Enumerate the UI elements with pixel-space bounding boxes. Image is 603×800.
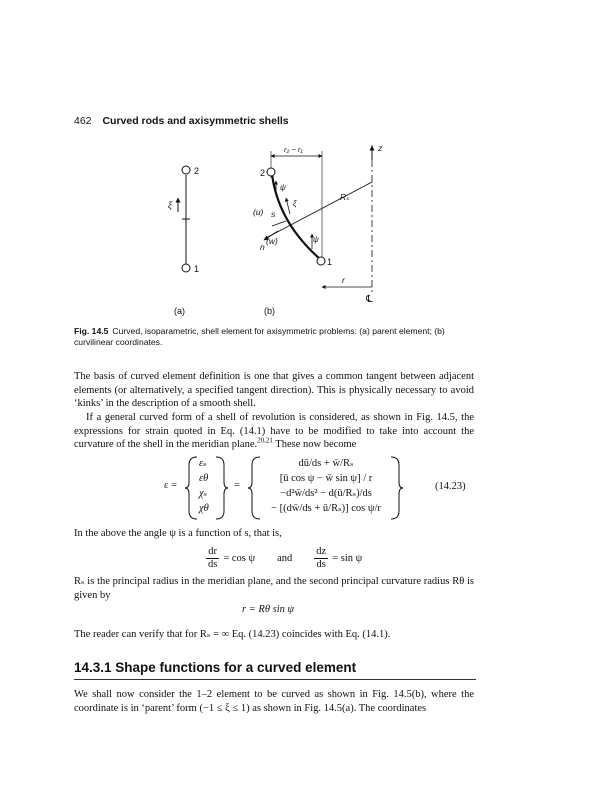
- section-heading: 14.3.1 Shape functions for a curved element: [74, 660, 357, 675]
- node-1-a-label: 1: [194, 264, 200, 274]
- paragraph-2-text: If a general curved form of a shell of revolution is considered, as shown in Fig. 14.5, the expressions for strain quoted in Eq. (14.1) have to be modified to take into account the curvature of the shell in the meridian plane.: [74, 412, 474, 451]
- dr-rhs: = cos ψ: [223, 553, 256, 564]
- panel-a-label: (a): [174, 306, 185, 316]
- rhs-right-brace: [389, 455, 403, 521]
- dr-ds-fraction: [206, 546, 219, 571]
- psi-upper-label: ψ: [280, 183, 286, 192]
- paragraph-4: Rₛ is the principal radius in the meridian plane, and the second principal curvature radius Rθ is given by: [74, 576, 474, 601]
- curved-element: [253, 143, 383, 305]
- citation-sup: 20,21: [257, 436, 273, 445]
- n-label: n: [260, 242, 265, 252]
- eq-dr-ds: [206, 546, 362, 571]
- strain-vector: [199, 456, 209, 516]
- w-label: (w): [266, 236, 278, 246]
- rhs-row-3: −d²w̄/ds² − d(ū/Rₛ)/ds: [280, 488, 372, 499]
- node-2-a: [182, 166, 190, 174]
- eq-lhs: ε =: [164, 480, 177, 491]
- r-label: r: [342, 275, 345, 285]
- rhs-left-brace: [248, 455, 262, 521]
- s-label: s: [271, 209, 276, 219]
- r2-r1-label: r₂ − r₁: [284, 145, 303, 154]
- paragraph-2: [74, 411, 474, 452]
- eps-theta: εθ: [199, 473, 209, 484]
- chi-s: χₛ: [199, 488, 208, 499]
- vector-right-brace: [214, 455, 228, 521]
- paragraph-6: We shall now consider the 1–2 element to be curved as shown in Fig. 14.5(b), where the coordinate is in ‘parent’ form (−1 ≤ ξ ≤ 1) as shown in Fig. 14.5(a). The coordinates: [74, 689, 474, 714]
- dr-num: dr: [208, 546, 218, 557]
- node-1-a: [182, 264, 190, 272]
- section-rule: [74, 679, 476, 680]
- paragraph-5: The reader can verify that for Rₛ = ∞ Eq. (14.23) coincides with Eq. (14.1).: [74, 629, 391, 640]
- centerline-symbol: ℄: [366, 294, 373, 305]
- panel-b-label: (b): [264, 306, 275, 316]
- node-2-a-label: 2: [194, 166, 200, 176]
- dz-den: ds: [316, 559, 326, 570]
- paragraph-1: The basis of curved element definition is one that gives a common tangent between adjacent elements (or alternatively, a specified tangent direction). This is physically necessary to avoid ‘kinks’ in the description of a smooth shell.: [74, 371, 474, 410]
- eq-r: r = Rθ sin ψ: [242, 604, 295, 615]
- xi-b-arrow: [286, 198, 290, 214]
- figure-14-5: [74, 132, 414, 320]
- node-1-b-label: 1: [327, 257, 333, 267]
- xi-label: ξ: [168, 200, 173, 210]
- figure-caption: [74, 326, 474, 348]
- vector-left-brace: [185, 455, 199, 521]
- node-2-b-label: 2: [260, 168, 266, 178]
- xi-b-label: ξ: [293, 199, 297, 208]
- running-head: [74, 115, 289, 127]
- dr-den: ds: [208, 559, 218, 570]
- page-number: 462: [74, 115, 92, 127]
- rhs-row-4: − [(dw̄/ds + ū/Rₛ)] cos ψ/r: [271, 503, 381, 514]
- eps-s: εₛ: [199, 458, 207, 469]
- running-title: Curved rods and axisymmetric shells: [102, 115, 289, 127]
- dz-num: dz: [316, 546, 327, 557]
- dz-rhs: = sin ψ: [332, 553, 363, 564]
- caption-label: Fig. 14.5: [74, 326, 109, 336]
- rhs-row-2: [ū cos ψ − w̄ sin ψ] / r: [279, 473, 373, 484]
- eq-number-14-23: (14.23): [435, 481, 466, 492]
- caption-text: Curved, isoparametric, shell element for axisymmetric problems: (a) parent element; (b) curvilinear coordinates.: [74, 326, 445, 347]
- chi-theta: χθ: [199, 503, 209, 514]
- u-label: (u): [253, 207, 264, 217]
- rs-label: Rₛ: [340, 192, 350, 202]
- eq-equals: =: [234, 480, 240, 491]
- node-2-b: [267, 168, 275, 176]
- strain-rhs: [262, 456, 390, 516]
- paragraph-3: In the above the angle ψ is a function of s, that is,: [74, 528, 282, 539]
- paragraph-2-tail: These now become: [272, 439, 357, 451]
- node-1-b: [317, 257, 325, 265]
- s-tick: [272, 221, 286, 226]
- dz-ds-fraction: [314, 546, 328, 571]
- and-word: and: [277, 553, 293, 564]
- parent-element: [168, 166, 199, 274]
- z-label: z: [378, 143, 383, 153]
- rhs-row-1: dū/ds + w̄/Rₛ: [298, 458, 354, 469]
- psi-lower-label: ψ: [313, 235, 319, 244]
